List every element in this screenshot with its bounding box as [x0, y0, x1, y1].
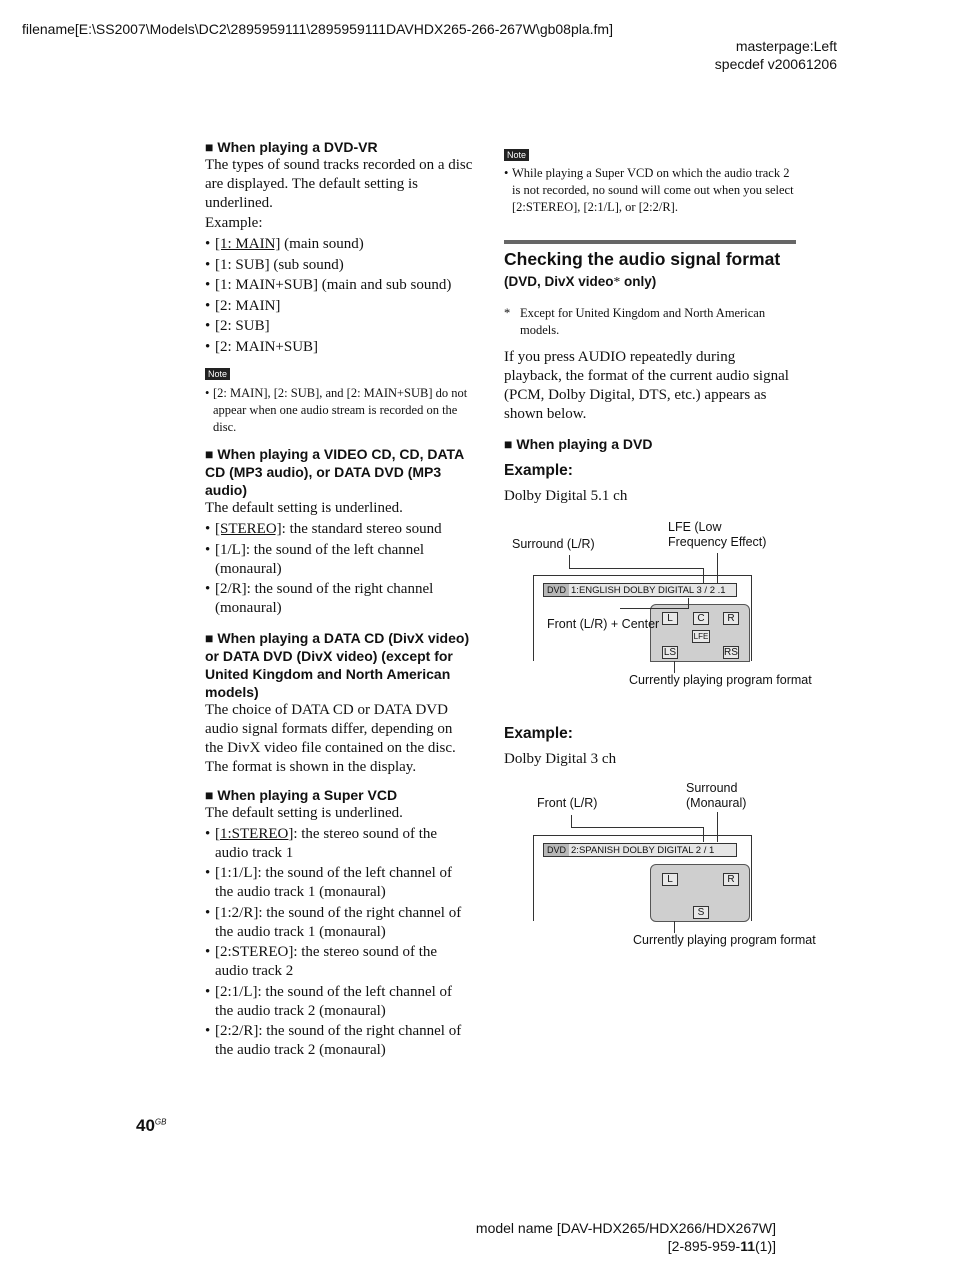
list-item: • [STEREO]: the standard stereo sound [205, 520, 473, 539]
model-line2: [2-895-959-11(1)] [667, 1238, 776, 1254]
dvd-disc-icon: DVD [544, 584, 569, 596]
leader-line [571, 827, 704, 828]
leader-line [674, 921, 675, 933]
list-item: • [1:2/R]: the sound of the right channel of the audio track 1 (monaural) [205, 904, 473, 942]
model-line1: model name [DAV-HDX265/HDX266/HDX267W] [475, 1220, 776, 1236]
speaker-r: R [723, 612, 739, 625]
list-item: • [2/R]: the sound of the right channel (monaural) [205, 580, 473, 618]
speaker-l: L [662, 873, 678, 886]
dvdvr-list [205, 235, 473, 357]
footnote: * Except for United Kingdom and North American models. [504, 306, 766, 337]
speaker-l: L [662, 612, 678, 625]
list-item: • [2: MAIN+SUB] [205, 338, 473, 357]
list-item: • [2:2/R]: the sound of the right channel of the audio track 2 (monaural) [205, 1022, 473, 1060]
divx-body: The choice of DATA CD or DATA DVD audio signal formats differ, depending on the DivX video file contained on the disc. The format is shown in the display. [205, 701, 456, 775]
speaker-r: R [723, 873, 739, 886]
section-subtitle: (DVD, DivX video* only) [504, 274, 657, 289]
vcd-body: The default setting is underlined. [205, 500, 403, 516]
list-item: • [1: MAIN+SUB] (main and sub sound) [205, 276, 473, 295]
dvdvr-note [205, 385, 473, 436]
leader-line [569, 555, 570, 569]
svcd-list [205, 825, 473, 1061]
masterpage-label: masterpage:Left [735, 38, 837, 54]
dvdvr-body: The types of sound tracks recorded on a disc are displayed. The default setting is underlined. [205, 157, 473, 211]
note-badge: Note [205, 368, 230, 380]
left-column [205, 138, 473, 1062]
leader-line [674, 661, 675, 673]
front-label: Front (L/R) [537, 796, 598, 810]
audio-format-bar: DVD 1:ENGLISH DOLBY DIGITAL 3 / 2 .1 [543, 583, 737, 597]
list-item: • [1/L]: the sound of the left channel (monaural) [205, 541, 473, 579]
model-name [476, 1219, 776, 1255]
audio-body: If you press AUDIO repeatedly during playback, the format of the current audio signal (PCM, Dolby Digital, DTS, etc.) appears as shown below. [504, 349, 789, 422]
divx-heading: ■ When playing a DATA CD (DivX video) or DATA DVD (DivX video) (except for United Kingdom and North American models) [205, 629, 470, 700]
note-item: • While playing a Super VCD on which the audio track 2 is not recorded, no sound will come out when you select [2:STEREO], [2:1/L], or [2:2/R]. [504, 165, 796, 216]
list-item: • [1:STEREO]: the stereo sound of the audio track 1 [205, 825, 473, 863]
dvd-heading: ■ When playing a DVD [504, 436, 653, 452]
note-item: • [2: MAIN], [2: SUB], and [2: MAIN+SUB] do not appear when one audio stream is recorded on the disc. [205, 385, 473, 436]
surround-label: Surround (Monaural) [686, 781, 747, 810]
header-filename: filename[E:\SS2007\Models\DC2\2895959111\2895959111DAVHDX265-266-267W\gb08pla.fm] [22, 21, 613, 37]
note-badge: Note [504, 149, 529, 161]
specdef-label: specdef v20061206 [714, 56, 837, 72]
list-item: • [2: MAIN] [205, 297, 473, 316]
example1-caption: Dolby Digital 5.1 ch [504, 488, 628, 504]
current-format-label: Currently playing program format [633, 933, 816, 947]
vcd-list [205, 520, 473, 618]
svcd-body: The default setting is underlined. [205, 804, 403, 821]
example2-caption: Dolby Digital 3 ch [504, 751, 617, 767]
page-number: $40^{GB}$ [136, 1116, 167, 1135]
vcd-heading: ■ When playing a VIDEO CD, CD, DATA CD (MP3 audio), or DATA DVD (MP3 audio) [205, 446, 464, 498]
leader-line [620, 608, 689, 609]
speaker-c: C [693, 612, 709, 625]
front-label: Front (L/R) + Center [547, 617, 660, 631]
dvdvr-heading: ■ When playing a DVD-VR [205, 139, 378, 155]
section-rule [504, 240, 796, 244]
dvd-disc-icon: DVD [544, 844, 569, 856]
section-title: Checking the audio signal format [504, 249, 781, 269]
svcd-note [504, 165, 796, 216]
list-item: • [1:1/L]: the sound of the left channel of the audio track 1 (monaural) [205, 864, 473, 902]
svcd-heading: ■ When playing a Super VCD [205, 786, 398, 803]
list-item: • [2:STEREO]: the stereo sound of the audio track 2 [205, 943, 473, 981]
list-item: • [1: SUB] (sub sound) [205, 256, 473, 275]
leader-line [569, 568, 704, 569]
example2-label: Example: [504, 725, 573, 742]
right-column [504, 145, 796, 453]
list-item: • [1: MAIN] (main sound) [205, 235, 473, 254]
dvdvr-example-label: Example: [205, 215, 263, 231]
speaker-ls: LS [663, 647, 677, 658]
speaker-rs: RS [724, 647, 738, 658]
speaker-s: S [693, 906, 709, 919]
current-format-label: Currently playing program format [629, 673, 812, 687]
list-item: • [2:1/L]: the sound of the left channel of the audio track 2 (monaural) [205, 983, 473, 1021]
lfe-label: LFE (Low Frequency Effect) [668, 520, 767, 549]
header-masterpage [715, 37, 837, 73]
audio-format-bar: DVD 2:SPANISH DOLBY DIGITAL 2 / 1 [543, 843, 737, 857]
list-item: • [2: SUB] [205, 317, 473, 336]
example1-label: Example: [504, 462, 573, 479]
speaker-lfe: LFE [693, 632, 709, 641]
surround-label: Surround (L/R) [512, 537, 595, 551]
